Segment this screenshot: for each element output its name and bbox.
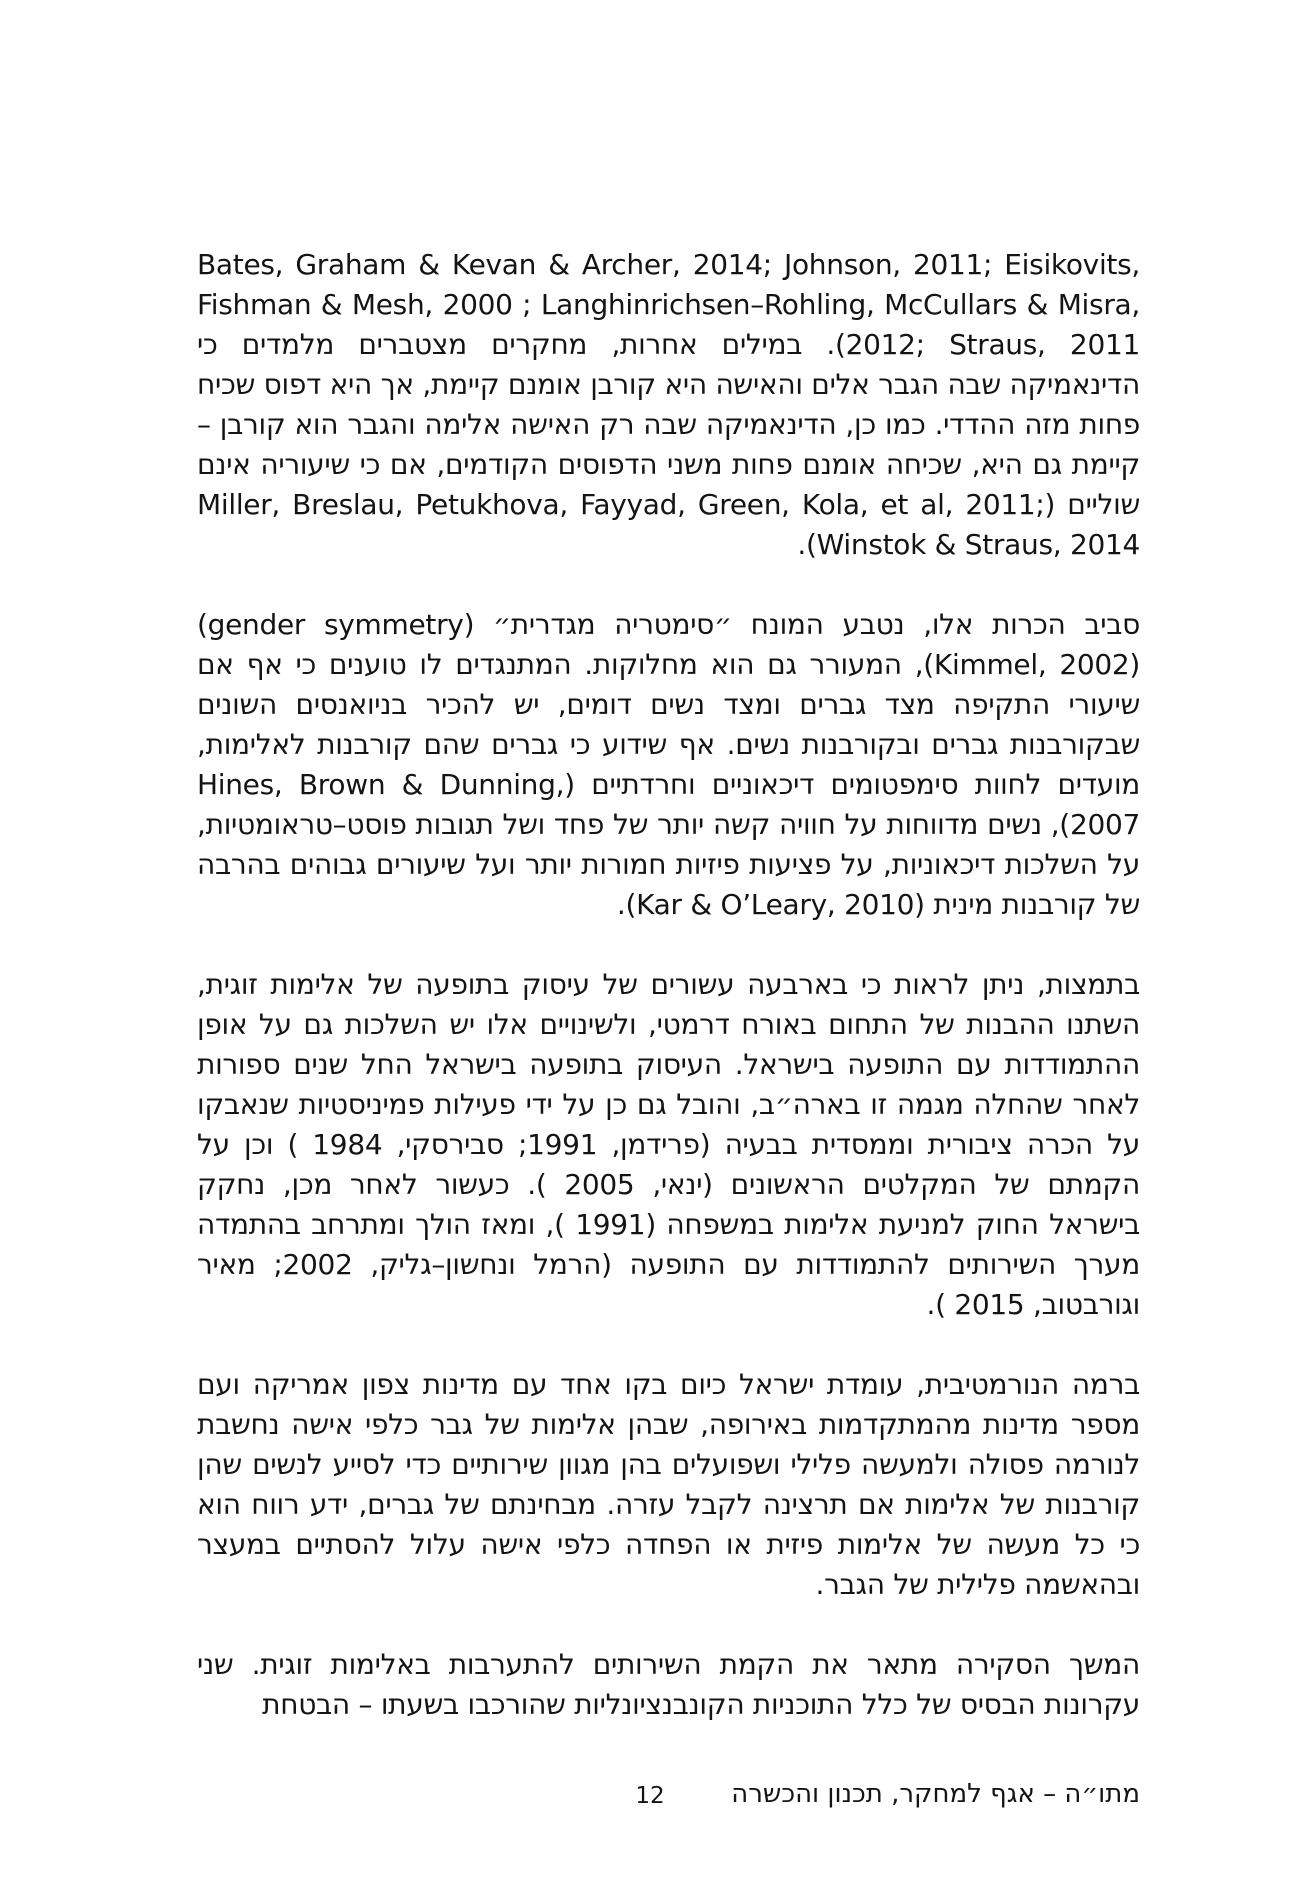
page-body-text (197, 245, 1140, 1765)
body-paragraph-5: המשך הסקירה מתאר את הקמת השירותים להתערבות באלימות זוגית. שני עקרונות הבסיס של כלל התוכניות הקונבנציונליות שהורכבו בשעתו – הבטחת (197, 1648, 1140, 1721)
body-paragraph-2: סביב הכרות אלו, נטבע המונח ״סימטריה מגדרית״ (gender symmetry) (Kimmel, 2002), המעורר גם הוא מחלוקות. המתנגדים לו טוענים כי אף אם שיעורי התקיפה מצד גברים ומצד נשים דומים, יש להכיר בניואנסים השונים שבקורבנות גברים ובקורבנות נשים. אף שידוע כי גברים שהם קורבנות לאלימות, מועדים לחוות סימפטומים דיכאוניים וחרדתיים (Hines, Brown & Dunning, 2007), נשים מדווחות על חוויה קשה יותר של פחד ושל תגובות פוסט–טראומטיות, על השלכות דיכאוניות, על פציעות פיזיות חמורות יותר ועל שיעורים גבוהים בהרבה של קורבנות מינית (Kar & O’Leary, 2010). (197, 608, 1141, 921)
body-paragraph-3: בתמצות, ניתן לראות כי בארבעה עשורים של עיסוק בתופעה של אלימות זוגית, השתנו ההבנות של התחום באורח דרמטי, ולשינויים אלו יש השלכות גם על אופן ההתמודדות עם התופעה בישראל. העיסוק בתופעה בישראל החל שנים ספורות לאחר שהחלה מגמה זו בארה״ב, והובל גם כן על ידי פעילות פמיניסטיות שנאבקו על הכרה ציבורית וממסדית בבעיה (פרידמן, 1991; סבירסקי, 1984 ) וכן על הקמתם של המקלטים הראשונים (ינאי, 2005 ). כעשור לאחר מכן, נחקק בישראל החוק למניעת אלימות במשפחה (1991 ), ומאז הולך ומתרחב בהתמדה מערך השירותים להתמודדות עם התופעה (הרמל ונחשון–גליק, 2002; מאיר וגורבטוב, 2015 ). (197, 968, 1140, 1321)
body-paragraph-4: ברמה הנורמטיבית, עומדת ישראל כיום בקו אחד עם מדינות צפון אמריקה ועם מספר מדינות מהמתקדמות באירופה, שבהן אלימות של גבר כלפי אישה נחשבת לנורמה פסולה ולמעשה פלילי ושפועלים בהן מגוון שירותיים כדי לסייע לנשים שהן קורבנות של אלימות אם תרצינה לקבל עזרה. מבחינתם של גברים, ידע רווח הוא כי כל מעשה של אלימות פיזית או הפחדה כלפי אישה עלול להסתיים במעצר ובהאשמה פלילית של הגבר. (197, 1368, 1140, 1601)
page-number: 12 (635, 1783, 665, 1809)
body-paragraph-1: Bates, Graham & Kevan & Archer, 2014; Johnson, 2011; Eisikovits, Fishman & Mesh, 2000 ; Langhinrichsen–Rohling, McCullars & Misra, 2012; Straus, 2011). במילים אחרות, מחקרים מצטברים מלמדים כי הדינאמיקה שבה הגבר אלים והאישה היא קורבן אומנם קיימת, אך היא דפוס שכיח פחות מזה ההדדי. כמו כן, הדינאמיקה שבה רק האישה אלימה והגבר הוא קורבן – קיימת גם היא, שכיחה אומנם פחות משני הדפוסים הקודמים, אם כי שיעוריה אינם שוליים (Miller, Breslau, Petukhova, Fayyad, Green, Kola, et al, 2011; Winstok & Straus, 2014). (197, 248, 1140, 561)
footer-org-line: מתו״ה – אגף למחקר, תכנון והכשרה (731, 1779, 1140, 1809)
